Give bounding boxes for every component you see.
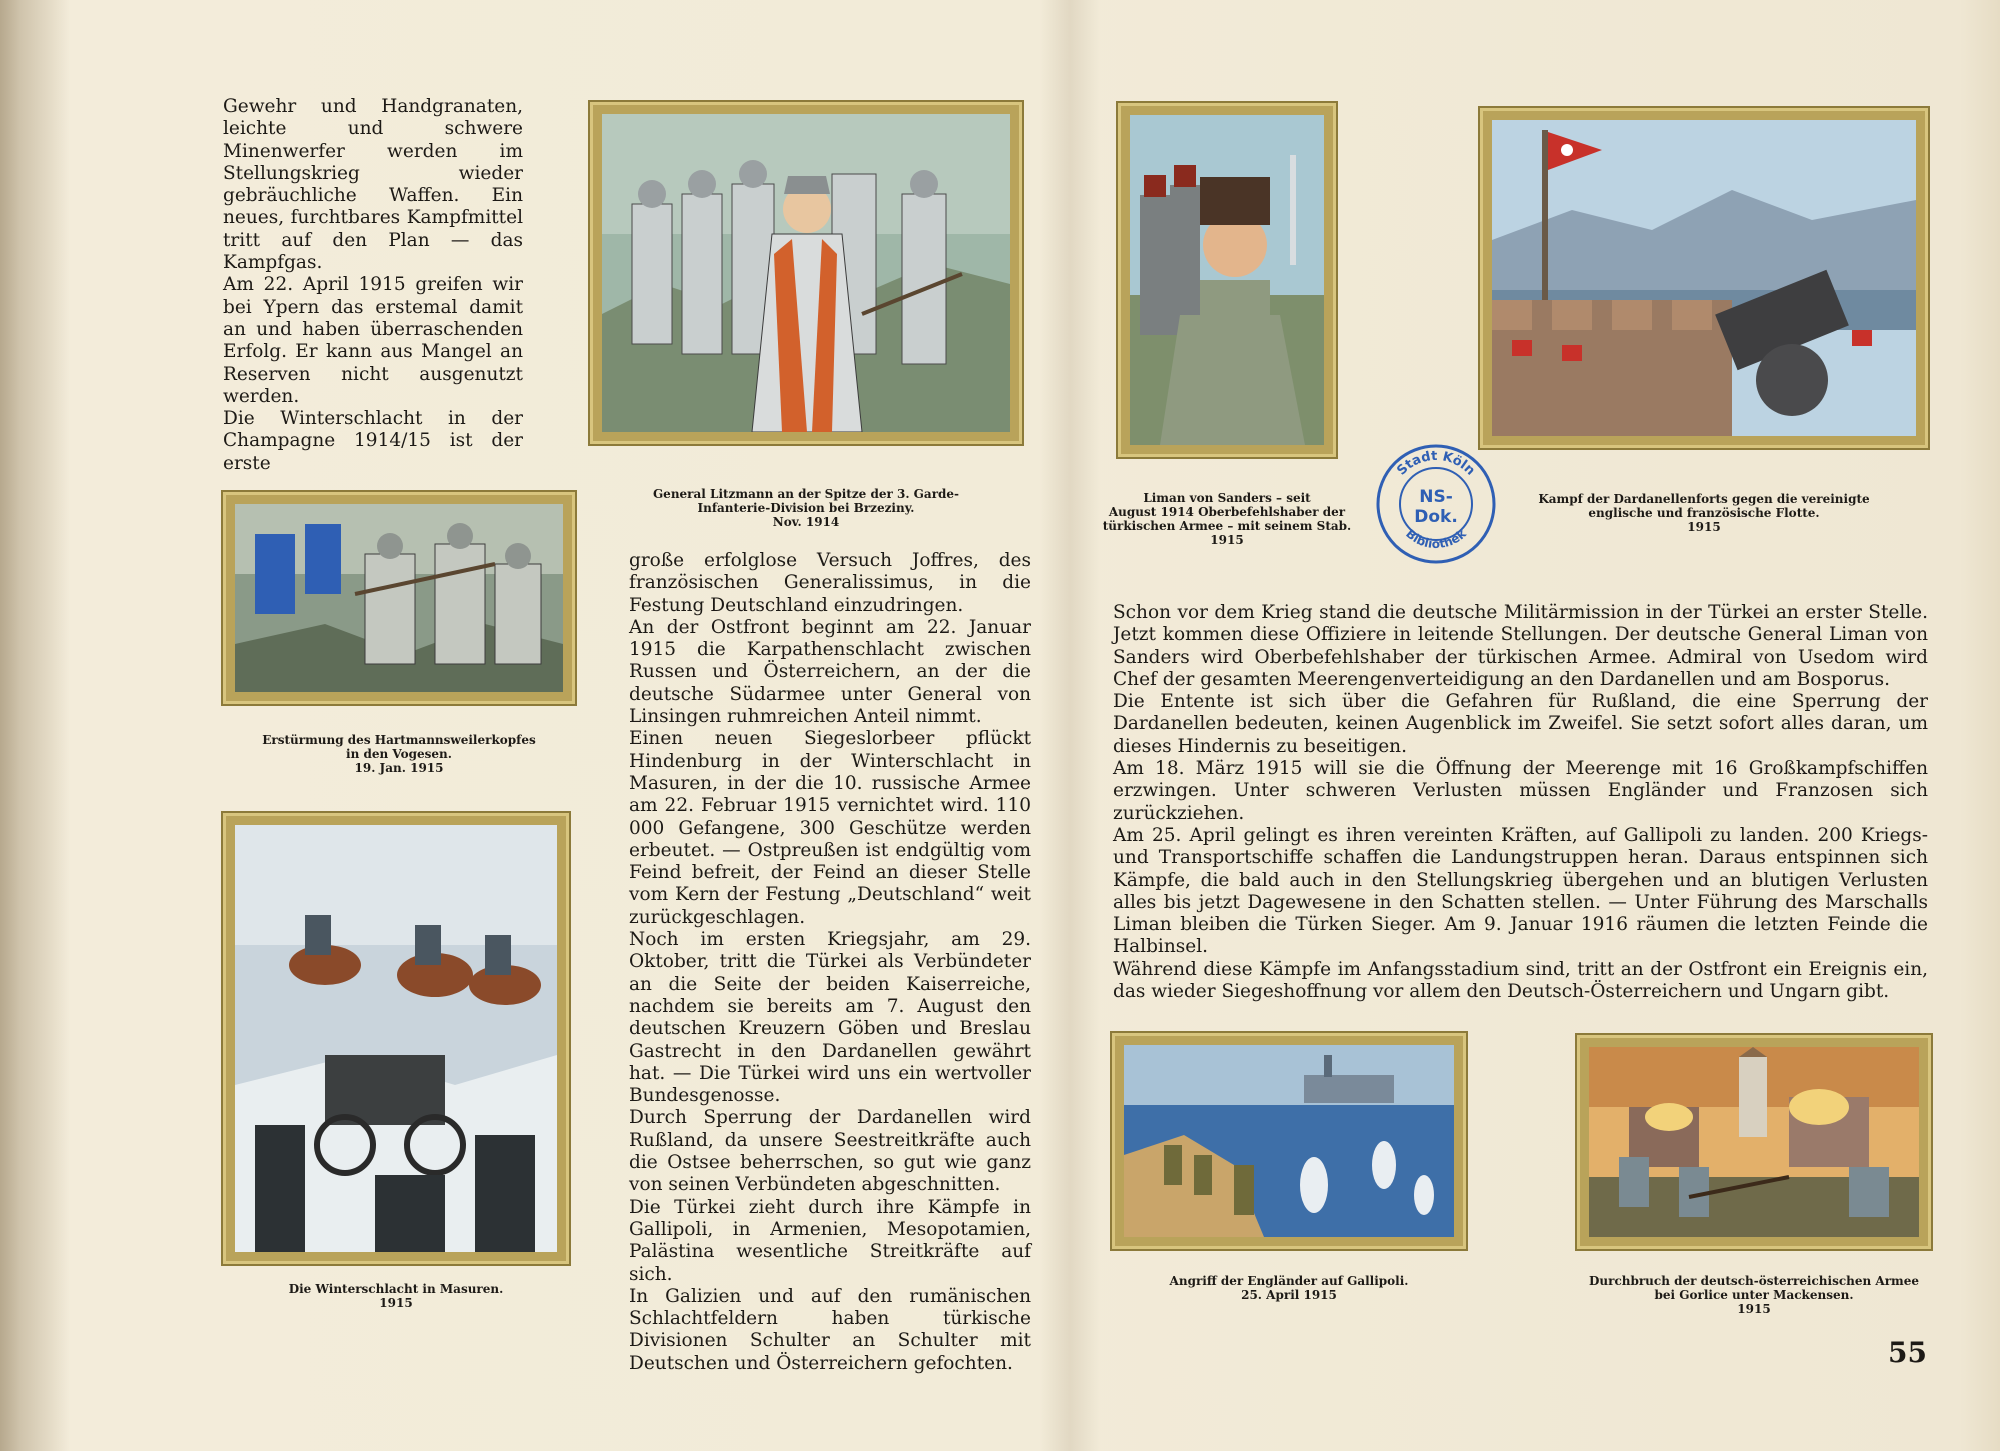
picture-hartmannsweiler — [221, 490, 577, 706]
picture-gallipoli — [1110, 1031, 1468, 1251]
caption-litzmann: General Litzmann an der Spitze der 3. Garde- Infanterie-Division bei Brzeziny. Nov. 1914 — [652, 487, 960, 529]
spine-shadow — [0, 0, 70, 1451]
stamp-ring-top: Stadt Köln — [1394, 448, 1478, 479]
picture-litzmann — [588, 100, 1024, 446]
liman-illustration — [1130, 115, 1324, 445]
picture-liman — [1116, 101, 1338, 459]
caption-liman: Liman von Sanders – seit August 1914 Oberbefehlshaber der türkischen Armee – mit seinem Stab. 1915 — [1102, 491, 1352, 547]
caption-gallipoli: Angriff der Engländer auf Gallipoli. 25. April 1915 — [1169, 1274, 1409, 1302]
masuren-illustration — [235, 825, 557, 1252]
litzmann-illustration — [602, 114, 1010, 432]
gallipoli-illustration — [1124, 1045, 1454, 1237]
picture-masuren — [221, 811, 571, 1266]
text-center: große erfolglose Versuch Joffres, des französischen Generalissimus, in die Festung Deutschland einzudringen. An der Ostfront beginnt am 22. Januar 1915 die Karpathenschlacht zwischen Russen und Österreichern, an der die deutsche Südarmee unter General von Linsingen ruhmreichen Anteil nimmt. Einen neuen Siegeslorbeer pflückt Hindenburg in der Winterschlacht in Masuren, in der die 10. russische Armee am 22. Februar 1915 vernichtet wird. 110 000 Gefangene, 300 Geschütze werden erbeutet. — Ostpreußen ist endgültig vom Feind befreit, der Feind an dieser Stelle vom Kern der Festung „Deutschland“ weit zurückgeschlagen. Noch im ersten Kriegsjahr, am 29. Oktober, tritt die Türkei als Verbündeter an die Seite der beiden Kaiserreiche, nachdem sie bereits am 7. August den deutschen Kreuzern Göben und Breslau Gastrecht in den Dardanellen gewährt hat. — Die Türkei wird uns ein wertvoller Bundesgenosse. Durch Sperrung der Dardanellen wird Rußland, da unsere Seestreitkräfte auch die Ostsee beherrschen, so gut wie ganz von seinen Verbündeten abgeschnitten. Die Türkei zieht durch ihre Kämpfe in Gallipoli, in Armenien, Mesopotamien, Palästina wesentliche Streitkräfte auf sich. In Galizien und auf den rumänischen Schlachtfeldern haben türkische Divisionen Schulter an Schulter mit Deutschen und Österreichern gefochten. — [629, 550, 1031, 1374]
text-left-top: Gewehr und Handgranaten, leichte und schwere Minenwerfer werden im Stellungskrieg wieder gebräuchliche Waffen. Ein neues, furchtbares Kampfmittel tritt auf den Plan — das Kampfgas. Am 22. April 1915 greifen wir bei Ypern das erstemal damit an und haben überraschenden Erfolg. Er kann aus Mangel an Reserven nicht ausgenutzt werden. Die Winterschlacht in der Champagne 1914/15 ist der erste — [223, 96, 523, 474]
caption-masuren: Die Winterschlacht in Masuren. 1915 — [288, 1282, 504, 1310]
stamp-line2: Dok. — [1414, 507, 1458, 527]
picture-gorlice — [1575, 1033, 1933, 1251]
stamp-ring-bottom: Bibliothek — [1403, 526, 1469, 552]
picture-dardanellen — [1478, 106, 1930, 450]
caption-dardanellen: Kampf der Dardanellenforts gegen die vereinigte englische und französische Flotte. 1915 — [1538, 492, 1870, 534]
stamp-line1: NS- — [1419, 487, 1453, 507]
center-gutter — [1040, 0, 1100, 1451]
dardanellen-illustration — [1492, 120, 1916, 436]
caption-gorlice: Durchbruch der deutsch-österreichischen Armee bei Gorlice unter Mackensen. 1915 — [1588, 1274, 1919, 1316]
hartmannsweiler-illustration — [235, 504, 563, 692]
library-stamp — [1372, 440, 1500, 568]
page-number: 55 — [1888, 1336, 1927, 1369]
gorlice-illustration — [1589, 1047, 1919, 1237]
text-right: Schon vor dem Krieg stand die deutsche Militärmission in der Türkei an erster Stelle. Jetzt kommen diese Offiziere in leitende Stellungen. Der deutsche General Liman von Sanders wird Oberbefehlshaber der türkischen Armee. Admiral von Usedom wird Chef der gesamten Meerengenverteidigung an den Dardanellen und am Bosporus. Die Entente ist sich über die Gefahren für Rußland, die eine Sperrung der Dardanellen bedeuten, keinen Augenblick im Zweifel. Sie setzt sofort alles daran, um dieses Hindernis zu beseitigen. Am 18. März 1915 will sie die Öffnung der Meerenge mit 16 Großkampfschiffen erzwingen. Unter schweren Verlusten müssen Engländer und Franzosen sich zurückziehen. Am 25. April gelingt es ihren vereinten Kräften, auf Gallipoli zu landen. 200 Kriegs- und Transportschiffe schaffen die Landungstruppen heran. Daraus entspinnen sich Kämpfe, die bald auch in den Stellungskrieg übergehen und an blutigen Verlusten alles bis jetzt Dagewesene in den Schatten stellen. — Unter Führung des Marschalls Liman bleiben die Türken Sieger. Am 9. Januar 1916 räumen die letzten Feinde die Halbinsel. Während diese Kämpfe im Anfangsstadium sind, tritt an der Ostfront ein Ereignis ein, das wieder Siegeshoffnung vor allem den Deutsch-Österreichern und Ungarn gibt. — [1113, 602, 1928, 1003]
caption-hartmannsweiler: Erstürmung des Hartmannsweilerkopfes in den Vogesen. 19. Jan. 1915 — [262, 733, 536, 775]
